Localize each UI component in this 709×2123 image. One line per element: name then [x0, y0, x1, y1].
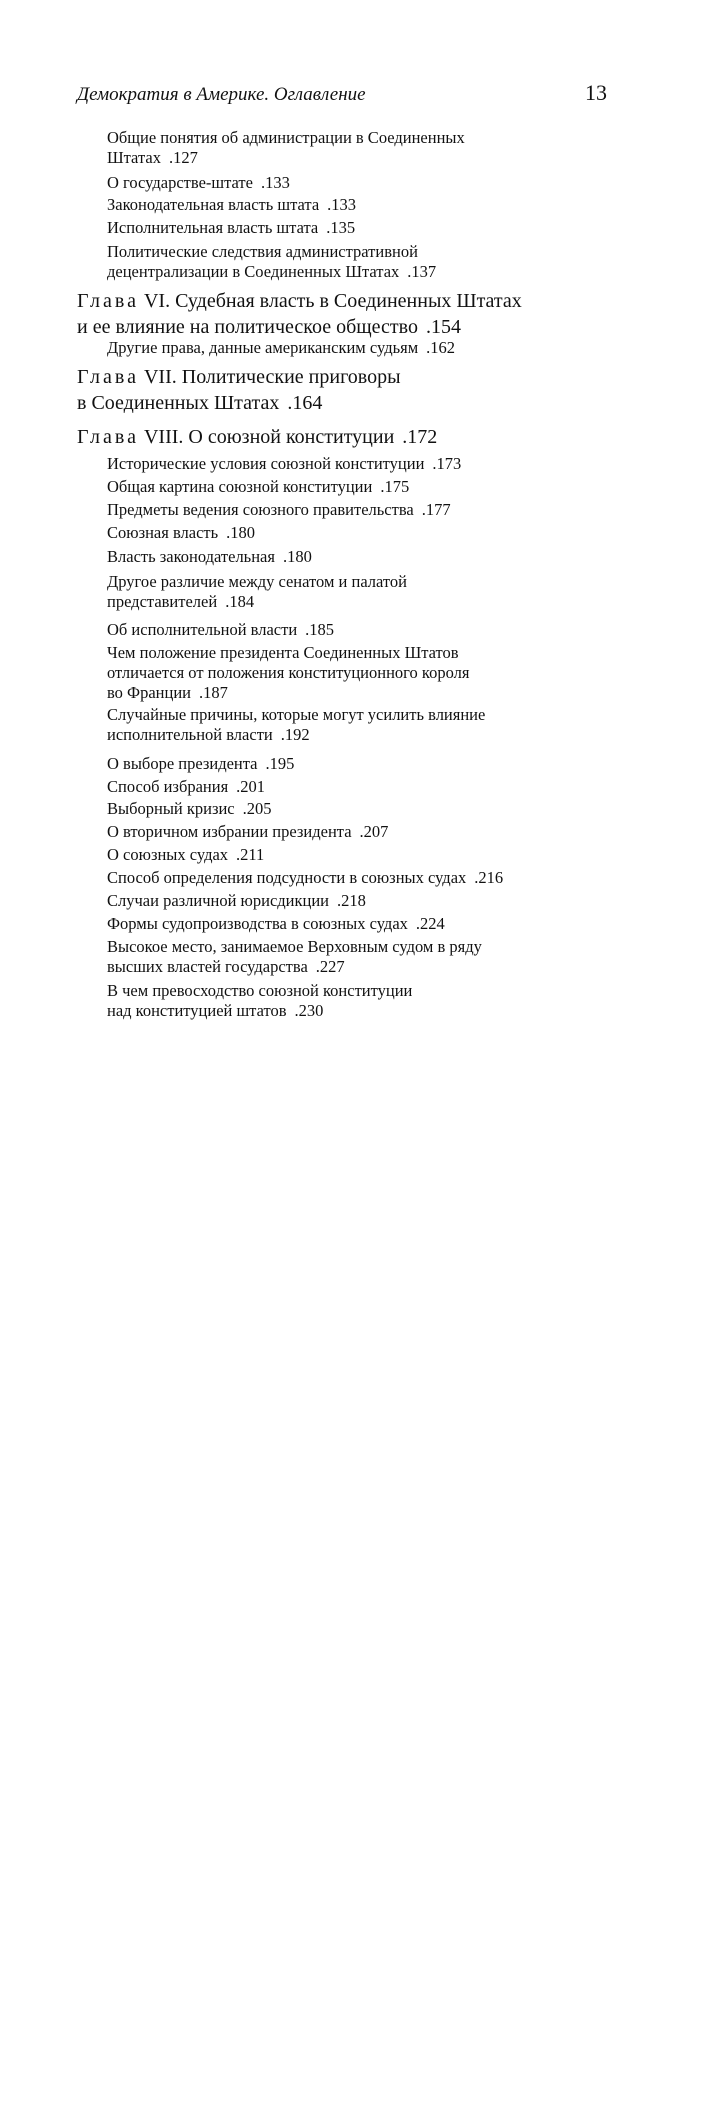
toc-page-number: .227 — [315, 957, 345, 976]
toc-page-number: .172 — [402, 426, 438, 448]
toc-entry-text: О вторичном избрании президента — [107, 822, 352, 841]
toc-entry-text: и ее влияние на политическое общество — [77, 316, 418, 338]
toc-page-number: .207 — [359, 822, 389, 841]
toc-entry-text: Общая картина союзной конституции — [107, 477, 373, 496]
toc-page-number: .218 — [337, 891, 366, 910]
toc-page-number: .184 — [225, 592, 255, 611]
toc-entry-text: Глава VIII. О союзной конституции — [77, 426, 395, 448]
toc-entry-line — [107, 128, 606, 148]
toc-entry-text: представителей — [107, 592, 218, 611]
toc-entry-text: Способ избрания — [107, 777, 229, 796]
toc-entry-text: Союзная власть — [107, 523, 219, 542]
toc-entry-text: Исторические условия союзной конституции — [107, 454, 425, 473]
toc-entry-line — [77, 364, 606, 390]
toc-entry[interactable] — [107, 981, 606, 2123]
toc-page-number: .137 — [407, 262, 437, 281]
toc-page-number: .187 — [198, 683, 228, 702]
toc-page-number: .135 — [326, 218, 356, 237]
toc-entry-text: Выборный кризис — [107, 799, 235, 818]
toc-page-number: .133 — [327, 195, 357, 214]
toc-entry-text: Случаи различной юрисдикции — [107, 891, 330, 910]
toc-entry-text: О выборе президента — [107, 754, 258, 773]
toc-entry-text: Власть законодательная — [107, 547, 275, 566]
toc-page-number: .192 — [280, 725, 310, 744]
toc-entry-text: VII. Политические приговоры — [143, 366, 401, 388]
toc-page-number: .211 — [236, 845, 265, 864]
toc-entry-text: исполнительной власти — [107, 725, 273, 744]
toc-entry-text: Чем положение президента Соединенных Штатов — [107, 643, 459, 662]
toc-entry-text: Об исполнительной власти — [107, 620, 298, 639]
chapter-label: Глава — [77, 290, 139, 312]
toc-entry-line — [107, 242, 606, 262]
toc-page-number: .133 — [260, 173, 290, 192]
toc-entry-text: Другое различие между сенатом и палатой — [107, 572, 407, 591]
toc-page-number: .201 — [236, 777, 266, 796]
toc-entry-text: VI. Судебная власть в Соединенных Штатах — [143, 290, 522, 312]
toc-entry-text: В чем превосходство союзной конституции — [107, 981, 413, 1000]
toc-entry-text: Общие понятия об администрации в Соединенных — [107, 128, 465, 147]
toc-entry-line — [77, 288, 606, 314]
toc-entry-text: Высокое место, занимаемое Верховным судом в ряду — [107, 937, 482, 956]
toc-entry-text: во Франции — [107, 683, 191, 702]
toc-page-number: .216 — [474, 868, 504, 887]
toc-entry-text: Другие права, данные американским судьям — [107, 338, 419, 357]
toc-page-number: .180 — [226, 523, 256, 542]
chapter-label: Глава — [77, 366, 139, 388]
running-title: Демократия в Америке. Оглавление — [77, 84, 366, 105]
toc-entry-text: Законодательная власть штата — [107, 195, 320, 214]
toc-page-number: .224 — [415, 914, 445, 933]
toc-entry-line — [107, 643, 606, 663]
toc-entry-text: Способ определения подсудности в союзных судах — [107, 868, 467, 887]
toc-entry-text: Политические следствия административной — [107, 242, 418, 261]
toc-entry-text: в Соединенных Штатах — [77, 392, 280, 414]
toc-page-number: .127 — [168, 148, 198, 167]
toc-page-number: .173 — [432, 454, 462, 473]
toc-entry-line — [107, 663, 606, 683]
toc-page-number: .177 — [421, 500, 451, 519]
toc-entry-text: Исполнительная власть штата — [107, 218, 319, 237]
toc-entry-line — [107, 705, 606, 725]
toc-page-number: .195 — [265, 754, 295, 773]
toc-entry-line — [107, 572, 606, 592]
toc-page-number: .162 — [426, 338, 456, 357]
toc-entry-line — [107, 937, 606, 957]
toc-entry-text: Случайные причины, которые могут усилить влияние — [107, 705, 486, 724]
page-number: 13 — [585, 80, 607, 105]
running-head — [77, 80, 607, 106]
toc-entry-text: Предметы ведения союзного правительства — [107, 500, 414, 519]
toc-page-number: .154 — [425, 316, 461, 338]
toc-entry-text: над конституцией штатов — [107, 1001, 287, 1020]
chapter-label: Глава — [77, 426, 139, 448]
toc-page-number: .164 — [287, 392, 323, 414]
toc-page-number: .180 — [282, 547, 312, 566]
toc-page-number: .230 — [294, 1001, 324, 1020]
toc-page-number: .175 — [380, 477, 410, 496]
toc-entry-text: децентрализации в Соединенных Штатах — [107, 262, 400, 281]
toc-entry-text: Штатах — [107, 148, 161, 167]
toc-entry-text: О союзных судах — [107, 845, 229, 864]
toc-entry-text: Формы судопроизводства в союзных судах — [107, 914, 408, 933]
toc-entry-line — [107, 981, 606, 1001]
toc-entry-text: высших властей государства — [107, 957, 308, 976]
toc-entry-text: О государстве-штате — [107, 173, 253, 192]
toc-page-number: .185 — [305, 620, 335, 639]
toc-entry-text: отличается от положения конституционного короля — [107, 663, 470, 682]
toc-entry-last-line — [107, 1001, 606, 2123]
toc-page-number: .205 — [242, 799, 272, 818]
